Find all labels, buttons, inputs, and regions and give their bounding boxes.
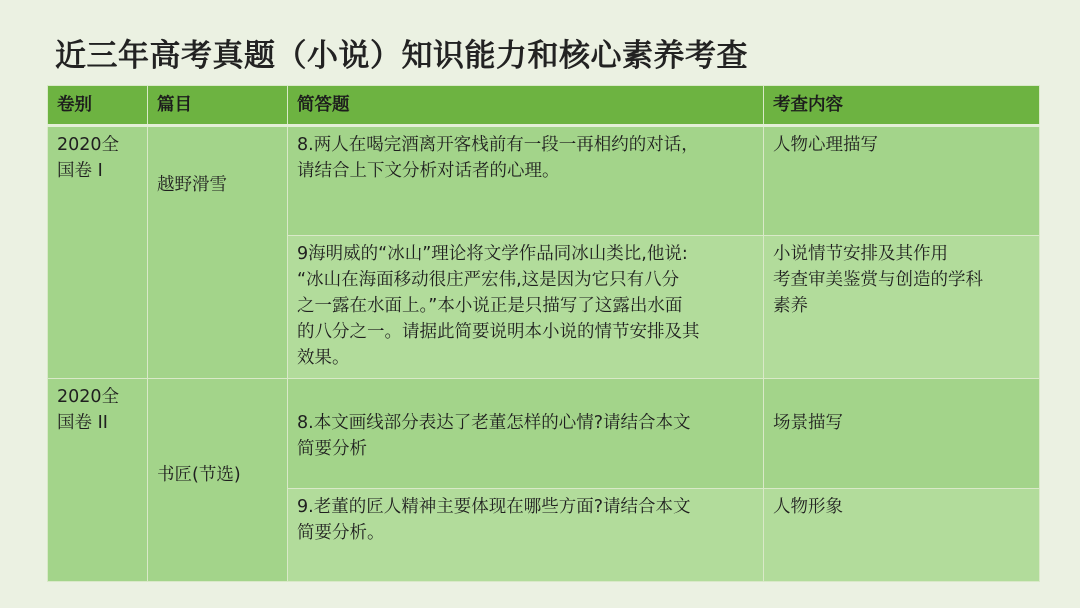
- content-line: 素养: [773, 295, 808, 316]
- cell-volume: [48, 126, 148, 379]
- content-line: 人物心理描写: [773, 135, 878, 155]
- exam-table: [47, 85, 1040, 582]
- table-header-row: [48, 86, 1040, 126]
- cell-content: [764, 235, 1040, 378]
- cell-question: [288, 126, 764, 236]
- question-line: 的八分之一。请据此简要说明本小说的情节安排及其: [297, 321, 700, 342]
- title-text: 书匠(节选): [157, 464, 241, 485]
- header-question: 简答题: [288, 86, 764, 126]
- question-line: 9.老董的匠人精神主要体现在哪些方面?请结合本文: [297, 496, 691, 517]
- question-line: “冰山在海面移动很庄严宏伟,这是因为它只有八分: [297, 269, 680, 290]
- volume-line: 国卷 I: [57, 161, 103, 181]
- question-line: 简要分析。: [297, 522, 385, 543]
- exam-table-container: [47, 85, 1039, 582]
- content-line: 场景描写: [773, 412, 843, 433]
- title-text: 越野滑雪: [157, 175, 227, 196]
- question-line: 请结合上下文分析对话者的心理。: [297, 161, 560, 181]
- header-content: 考查内容: [764, 86, 1040, 126]
- volume-line: 国卷 II: [57, 412, 108, 433]
- cell-question: [288, 378, 764, 488]
- question-line: 9海明威的“冰山”理论将文学作品同冰山类比,他说:: [297, 243, 688, 264]
- cell-volume: [48, 378, 148, 581]
- question-line: 之一露在水面上。”本小说正是只描写了这露出水面: [297, 295, 683, 316]
- header-title: 篇目: [148, 86, 288, 126]
- cell-content: [764, 378, 1040, 488]
- table-row: [48, 378, 1040, 488]
- table-row: [48, 126, 1040, 236]
- header-volume: 卷别: [48, 86, 148, 126]
- question-line: 8.两人在喝完酒离开客栈前有一段一再相约的对话，: [297, 135, 699, 155]
- content-line: 小说情节安排及其作用: [773, 243, 948, 264]
- content-line: 人物形象: [773, 496, 843, 517]
- volume-line: 2020全: [57, 386, 120, 407]
- cell-content: [764, 126, 1040, 236]
- volume-line: 2020全: [57, 135, 120, 155]
- cell-question: [288, 488, 764, 581]
- cell-title: [148, 378, 288, 581]
- cell-content: [764, 488, 1040, 581]
- content-line: 考查审美鉴赏与创造的学科: [773, 269, 983, 290]
- cell-title: [148, 126, 288, 379]
- question-line: 简要分析: [297, 438, 367, 459]
- page-title: 近三年高考真题（小说）知识能力和核心素养考查: [55, 38, 748, 74]
- question-line: 8.本文画线部分表达了老董怎样的心情?请结合本文: [297, 412, 691, 433]
- cell-question: [288, 235, 764, 378]
- question-line: 效果。: [297, 347, 350, 368]
